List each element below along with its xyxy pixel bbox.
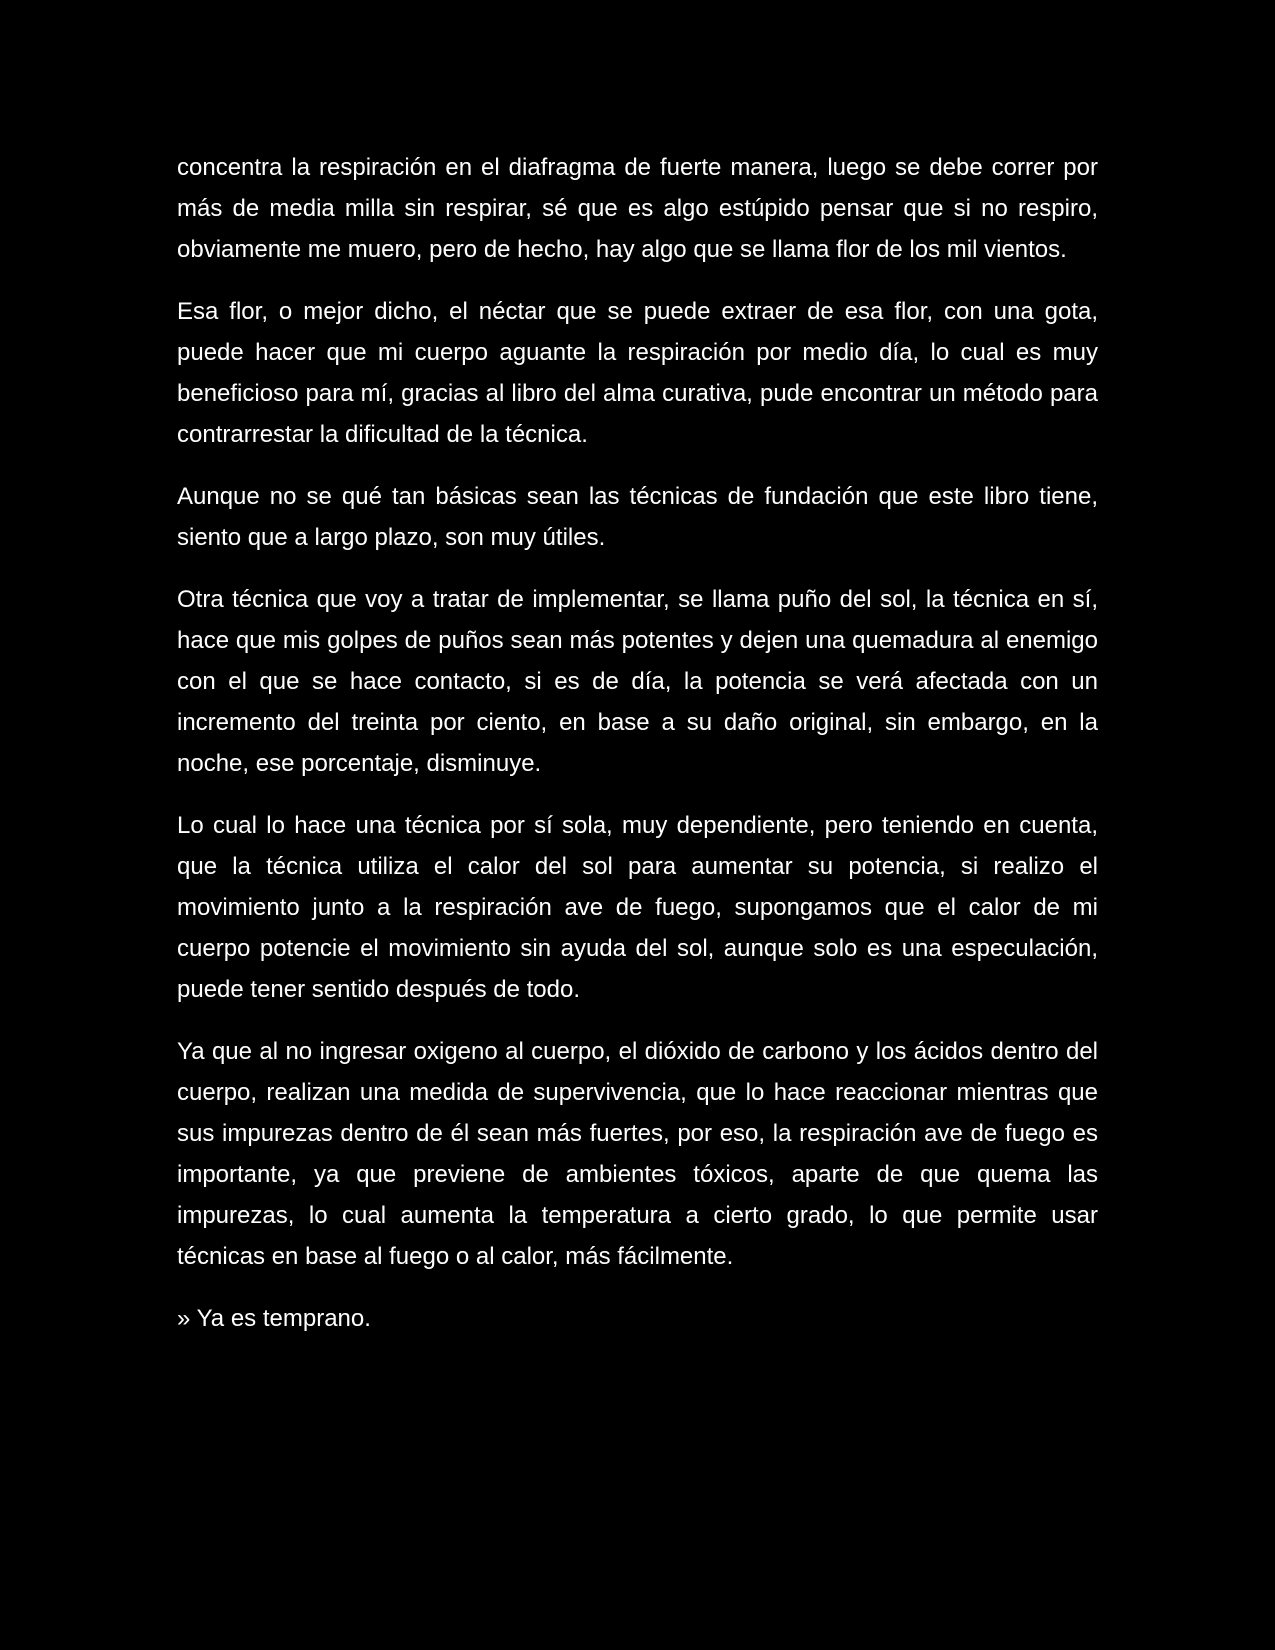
paragraph-2: Esa flor, o mejor dicho, el néctar que se puede extraer de esa flor, con una gota, puede hacer que mi cuerpo aguante la respiración por medio día, lo cual es muy beneficioso para mí, gracias al libro del alma curativa, pude encontrar un método para contrarrestar la dificultad de la técnica. — [177, 298, 1098, 448]
paragraph-4: Otra técnica que voy a tratar de implementar, se llama puño del sol, la técnica en sí, hace que mis golpes de puños sean más potentes y dejen una quemadura al enemigo con el que se hace contacto, si es de día, la potencia se verá afectada con un incremento del treinta por ciento, en base a su daño original, sin embargo, en la noche, ese porcentaje, disminuye. — [177, 586, 1098, 777]
document-body — [177, 147, 1098, 1360]
paragraph-5: Lo cual lo hace una técnica por sí sola, muy dependiente, pero teniendo en cuenta, que la técnica utiliza el calor del sol para aumentar su potencia, si realizo el movimiento junto a la respiración ave de fuego, supongamos que el calor de mi cuerpo potencie el movimiento sin ayuda del sol, aunque solo es una especulación, puede tener sentido después de todo. — [177, 812, 1098, 1003]
paragraph-3: Aunque no se qué tan básicas sean las técnicas de fundación que este libro tiene, siento que a largo plazo, son muy útiles. — [177, 483, 1098, 551]
paragraph-7: » Ya es temprano. — [177, 1305, 371, 1332]
paragraph-1: concentra la respiración en el diafragma de fuerte manera, luego se debe correr por más de media milla sin respirar, sé que es algo estúpido pensar que si no respiro, obviamente me muero, pero de hecho, hay algo que se llama flor de los mil vientos. — [177, 154, 1098, 263]
paragraph-6: Ya que al no ingresar oxigeno al cuerpo, el dióxido de carbono y los ácidos dentro del cuerpo, realizan una medida de supervivencia, que lo hace reaccionar mientras que sus impurezas dentro de él sean más fuertes, por eso, la respiración ave de fuego es importante, ya que previene de ambientes tóxicos, aparte de que quema las impurezas, lo cual aumenta la temperatura a cierto grado, lo que permite usar técnicas en base al fuego o al calor, más fácilmente. — [177, 1038, 1098, 1270]
